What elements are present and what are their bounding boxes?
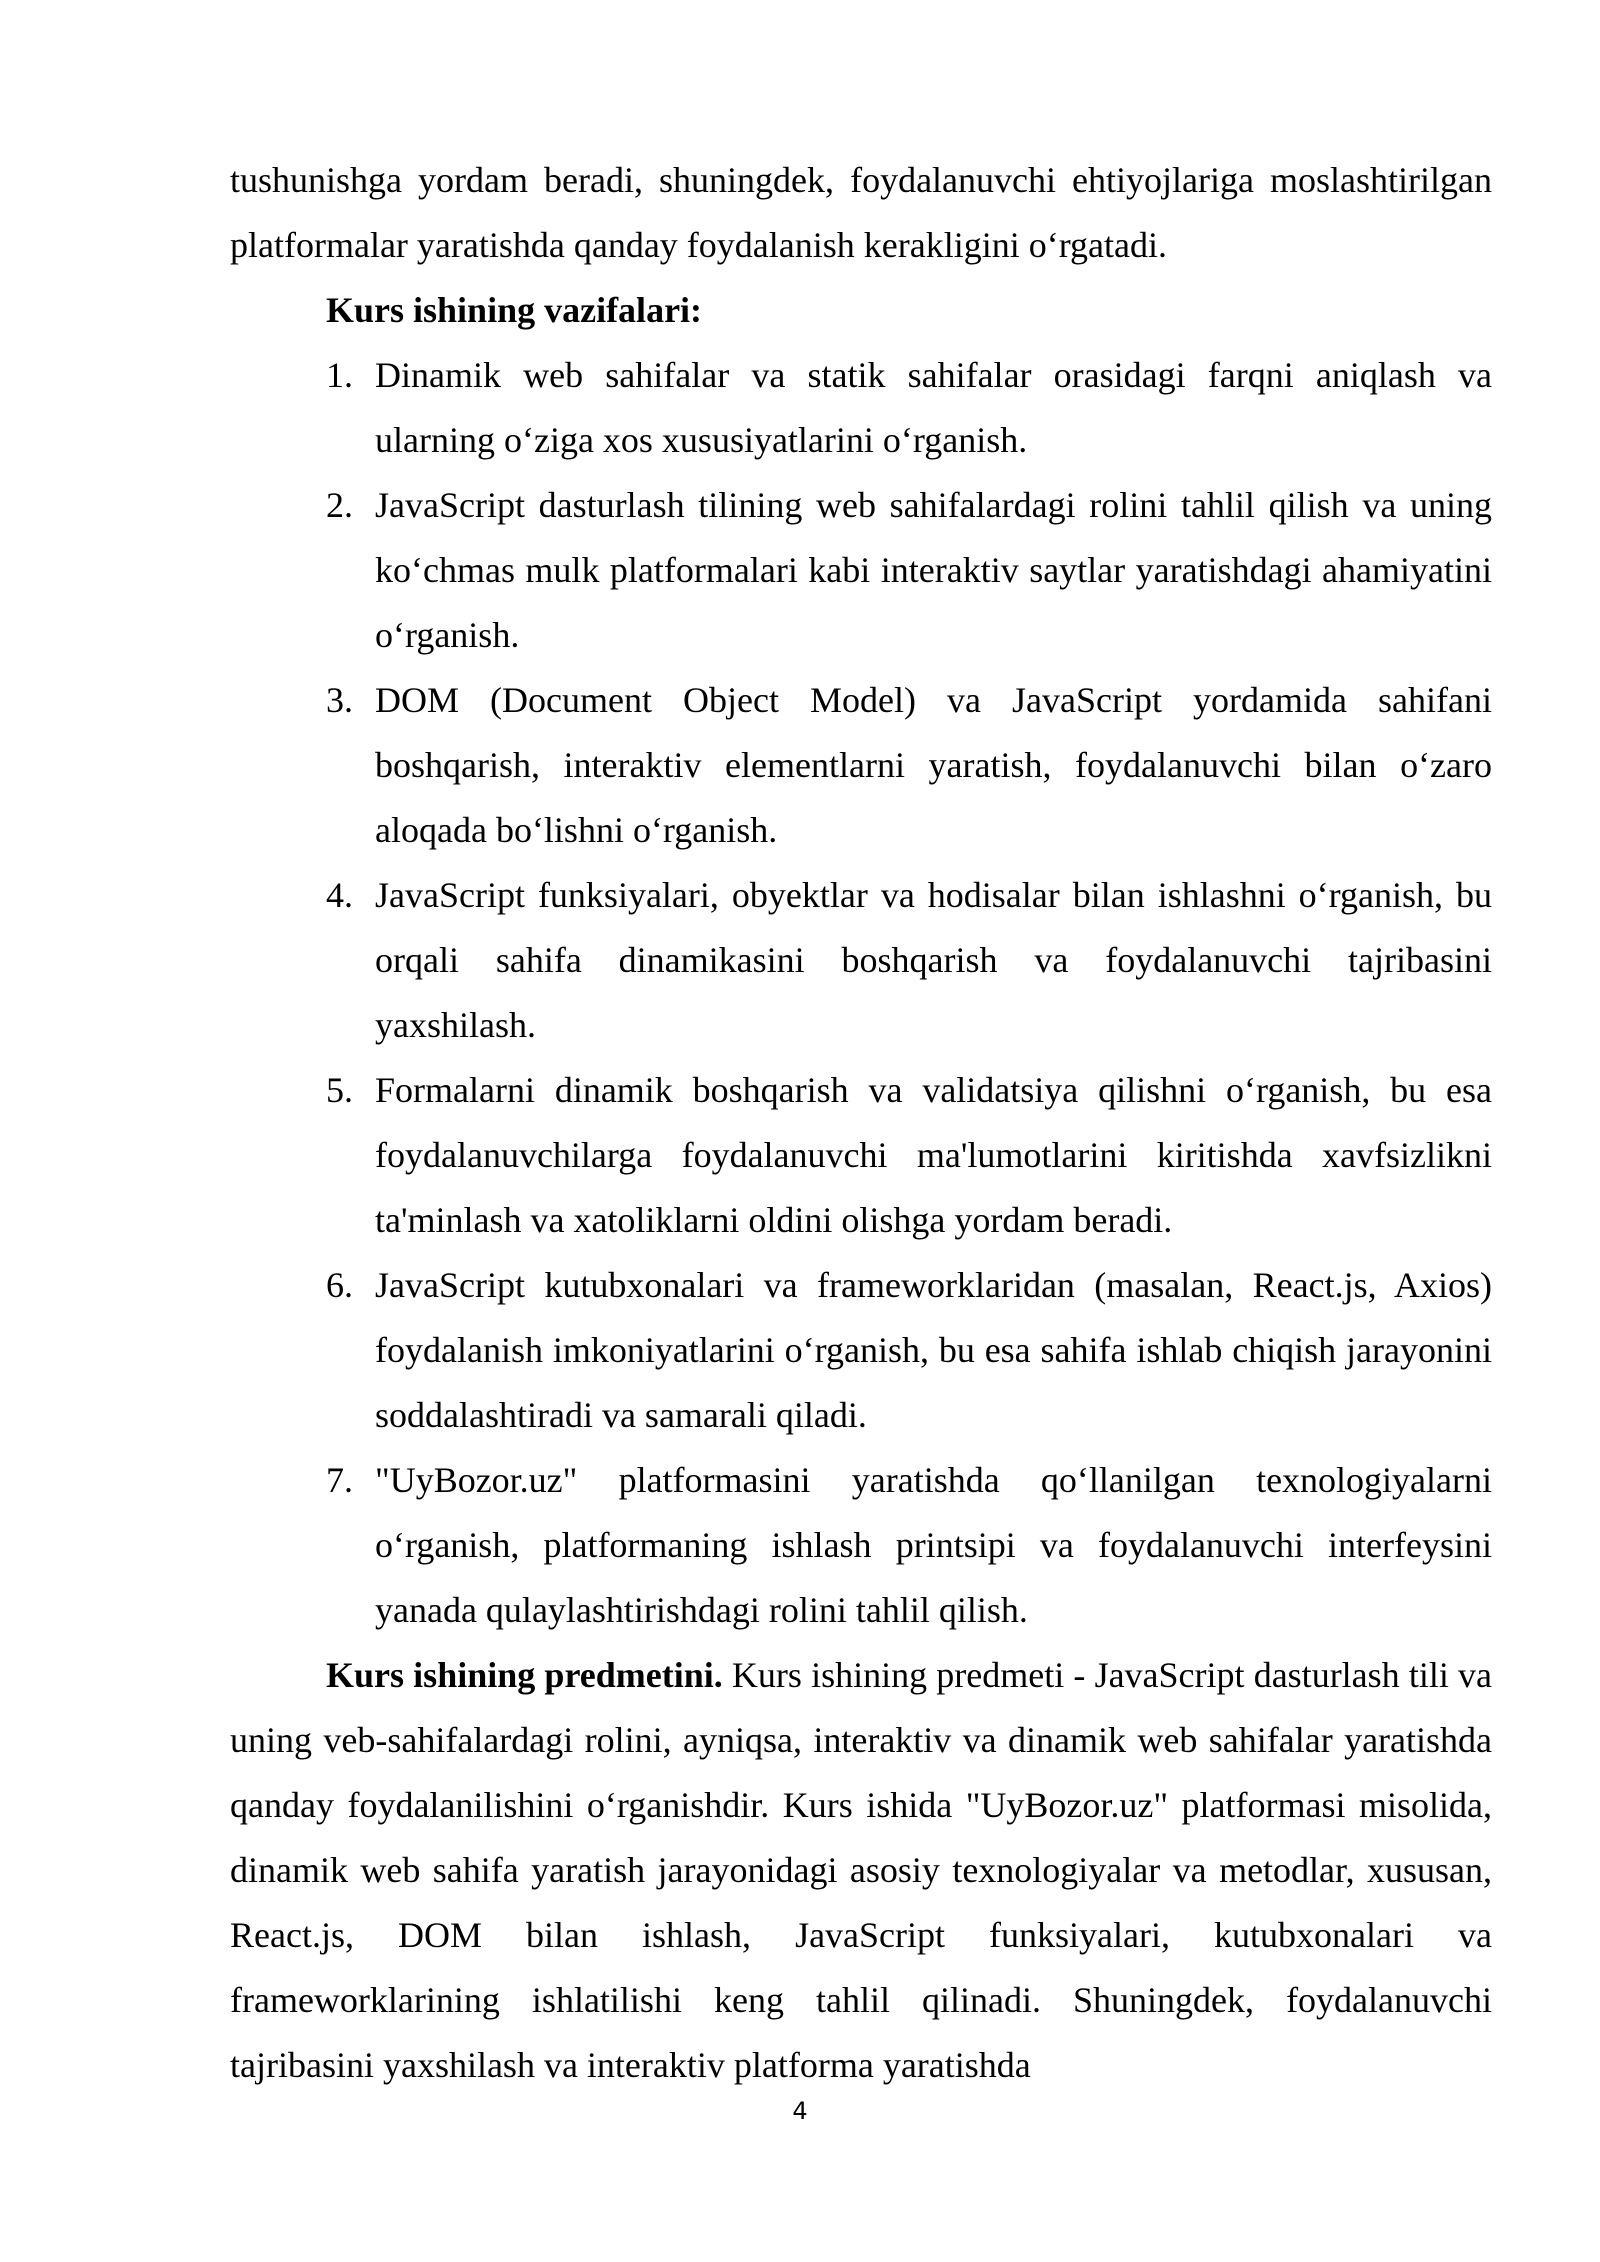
list-item-text: JavaScript kutubxonalari va frameworklaridan (masalan, React.js, Axios) foydalanish imkoniyatlarini o‘rganish, bu esa sahifa ishlab chiqish jarayonini soddalashtiradi va samarali qiladi. [375, 1265, 1492, 1435]
page-number: 4 [792, 2097, 808, 2125]
tasks-list [230, 343, 1492, 1643]
list-item-number: 1. [326, 355, 353, 395]
list-item-text: Formalarni dinamik boshqarish va validatsiya qilishni o‘rganish, bu esa foydalanuvchilarga foydalanuvchi ma'lumotlarini kiritishda xavfsizlikni ta'minlash va xatoliklarni oldini olishga yordam beradi. [375, 1070, 1492, 1240]
list-item-text: "UyBozor.uz" platformasini yaratishda qo‘llanilgan texnologiyalarni o‘rganish, platformaning ishlash printsipi va foydalanuvchi interfeysini yanada qulaylashtirishdagi rolini tahlil qilish. [375, 1460, 1492, 1630]
list-item-number: 6. [326, 1265, 353, 1305]
list-item-number: 4. [326, 875, 353, 915]
document-page [230, 148, 1492, 2098]
list-item-text: Dinamik web sahifalar va statik sahifalar orasidagi farqni aniqlash va ularning o‘ziga xos xususiyatlarini o‘rganish. [375, 355, 1492, 460]
intro-paragraph: tushunishga yordam beradi, shuningdek, foydalanuvchi ehtiyojlariga moslashtirilgan platformalar yaratishda qanday foydalanish kerakligini o‘rgatadi. [230, 160, 1492, 265]
subject-paragraph [230, 1643, 1492, 2098]
list-item-text: DOM (Document Object Model) va JavaScript yordamida sahifani boshqarish, interaktiv elementlarni yaratish, foydalanuvchi bilan o‘zaro aloqada bo‘lishni o‘rganish. [375, 680, 1492, 850]
subject-heading: Kurs ishining predmetini. [326, 1655, 723, 1695]
list-item-number: 7. [326, 1460, 353, 1500]
list-item [230, 1058, 1492, 1253]
list-item-number: 2. [326, 485, 353, 525]
list-item-text: JavaScript dasturlash tilining web sahifalardagi rolini tahlil qilish va uning ko‘chmas mulk platformalari kabi interaktiv saytlar yaratishdagi ahamiyatini o‘rganish. [375, 485, 1492, 655]
subject-text: Kurs ishining predmeti - JavaScript dasturlash tili va uning veb-sahifalardagi rolini, ayniqsa, interaktiv va dinamik web sahifalar yaratishda qanday foydalanilishini o‘rganishdir. Kurs ishida "UyBozor.uz" platformasi misolida, dinamik web sahifa yaratish jarayonidagi asosiy texnologiyalar va metodlar, xususan, React.js, DOM bilan ishlash, JavaScript funksiyalari, kutubxonalari va frameworklarining ishlatilishi keng tahlil qilinadi. Shuningdek, foydalanuvchi tajribasini yaxshilash va interaktiv platforma yaratishda [230, 1655, 1492, 2085]
list-item [230, 668, 1492, 863]
list-item-text: JavaScript funksiyalari, obyektlar va hodisalar bilan ishlashni o‘rganish, bu orqali sahifa dinamikasini boshqarish va foydalanuvchi tajribasini yaxshilash. [375, 875, 1492, 1045]
list-item [230, 1448, 1492, 1643]
list-item [230, 1253, 1492, 1448]
list-item [230, 343, 1492, 473]
list-item [230, 863, 1492, 1058]
list-item [230, 473, 1492, 668]
list-item-number: 3. [326, 680, 353, 720]
list-item-number: 5. [326, 1070, 353, 1110]
tasks-heading: Kurs ishining vazifalari: [326, 290, 703, 330]
